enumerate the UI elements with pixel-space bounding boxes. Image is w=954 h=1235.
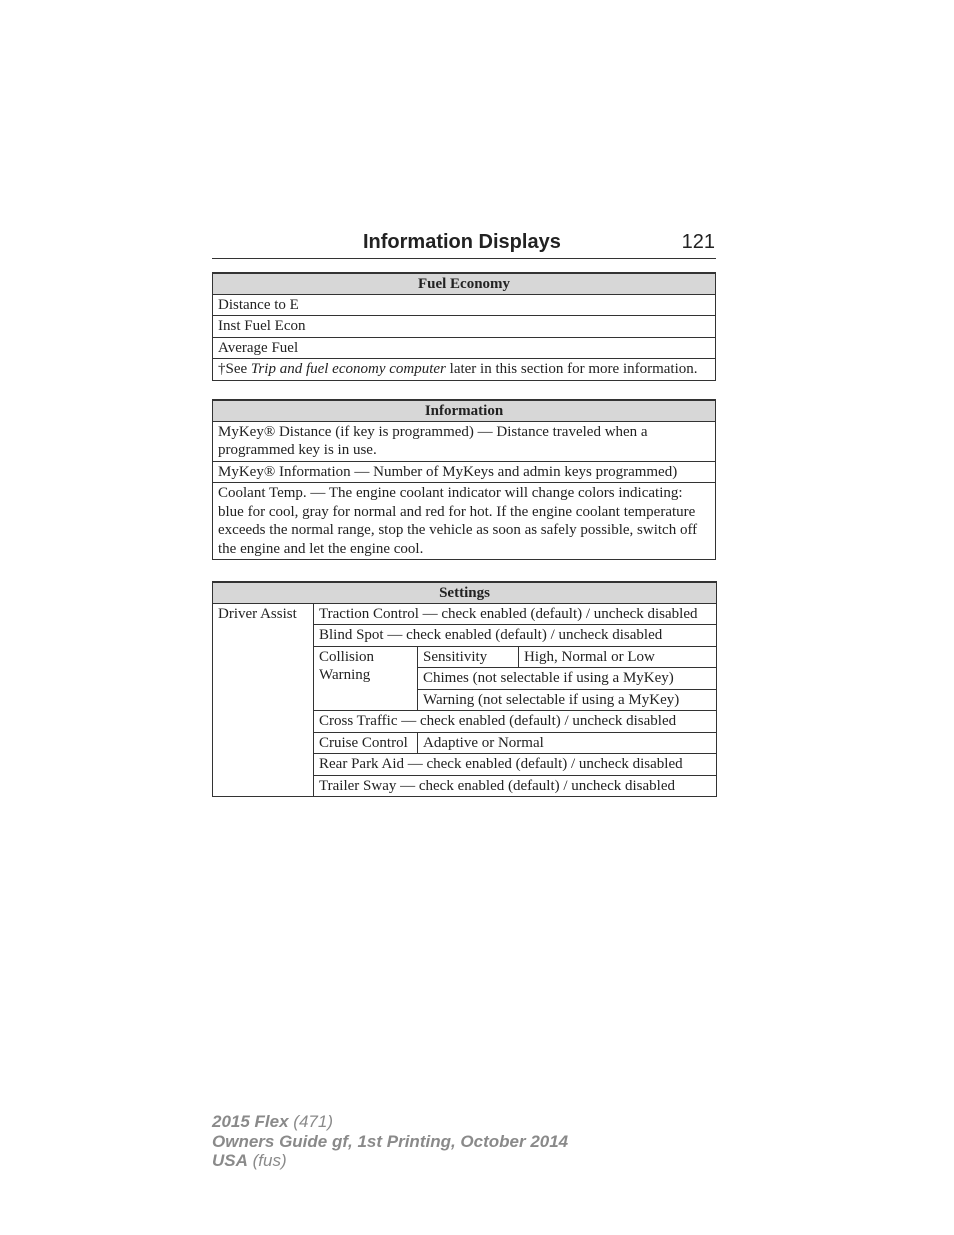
table-row: Inst Fuel Econ: [213, 316, 716, 338]
table-row: MyKey® Distance (if key is programmed) — Distance traveled when a programmed key is in use.: [213, 421, 716, 461]
note-prefix: †See: [218, 361, 251, 377]
sensitivity-value: High, Normal or Low: [519, 646, 717, 668]
footer-region: USA: [212, 1151, 248, 1170]
blind-spot-row: Blind Spot — check enabled (default) / uncheck disabled: [314, 625, 717, 647]
page-footer: [212, 1112, 568, 1171]
driver-assist-label: Driver Assist: [213, 603, 314, 797]
footer-region-line: [212, 1151, 568, 1171]
collision-warning-label: Collision Warning: [314, 646, 418, 711]
table-row: MyKey® Information — Number of MyKeys and admin keys programmed): [213, 461, 716, 483]
footer-guide: Owners Guide gf, 1st Printing, October 2014: [212, 1131, 569, 1151]
rear-park-aid-row: Rear Park Aid — check enabled (default) / uncheck disabled: [314, 754, 717, 776]
table-row: Coolant Temp. — The engine coolant indicator will change colors indicating: blue for cool, gray for normal and red for hot. If the engine coolant temperature exceeds the normal range, stop the vehicle as soon as safely possible, switch off the engine and let the engine cool.: [213, 483, 716, 560]
table-row: Distance to E: [213, 294, 716, 316]
section-title: Information Displays: [363, 231, 561, 253]
page-header: [212, 228, 716, 259]
footer-region-code: (fus): [252, 1151, 287, 1170]
settings-heading: Settings: [213, 582, 717, 603]
footer-model-line: [212, 1112, 568, 1132]
fuel-economy-table: [212, 272, 716, 381]
chimes-row: Chimes (not selectable if using a MyKey): [418, 668, 717, 690]
page-number: 121: [681, 231, 715, 253]
note-reference: Trip and fuel economy computer: [250, 361, 446, 377]
warning-row: Warning (not selectable if using a MyKey): [418, 689, 717, 711]
cruise-control-label: Cruise Control: [314, 732, 418, 754]
sensitivity-label: Sensitivity: [418, 646, 519, 668]
fuel-economy-note: [213, 359, 716, 381]
settings-table: [212, 581, 717, 797]
footer-model: 2015 Flex: [212, 1112, 289, 1131]
footer-guide-line: [212, 1132, 568, 1152]
note-suffix: later in this section for more information.: [445, 361, 698, 377]
information-table: [212, 399, 716, 560]
cross-traffic-row: Cross Traffic — check enabled (default) / uncheck disabled: [314, 711, 717, 733]
cruise-control-value: Adaptive or Normal: [418, 732, 717, 754]
footer-model-code: (471): [293, 1112, 333, 1131]
trailer-sway-row: Trailer Sway — check enabled (default) / uncheck disabled: [314, 775, 717, 797]
fuel-economy-heading: Fuel Economy: [213, 273, 716, 294]
traction-control-row: Traction Control — check enabled (default) / uncheck disabled: [314, 603, 717, 625]
information-heading: Information: [213, 400, 716, 421]
table-row: Average Fuel: [213, 337, 716, 359]
